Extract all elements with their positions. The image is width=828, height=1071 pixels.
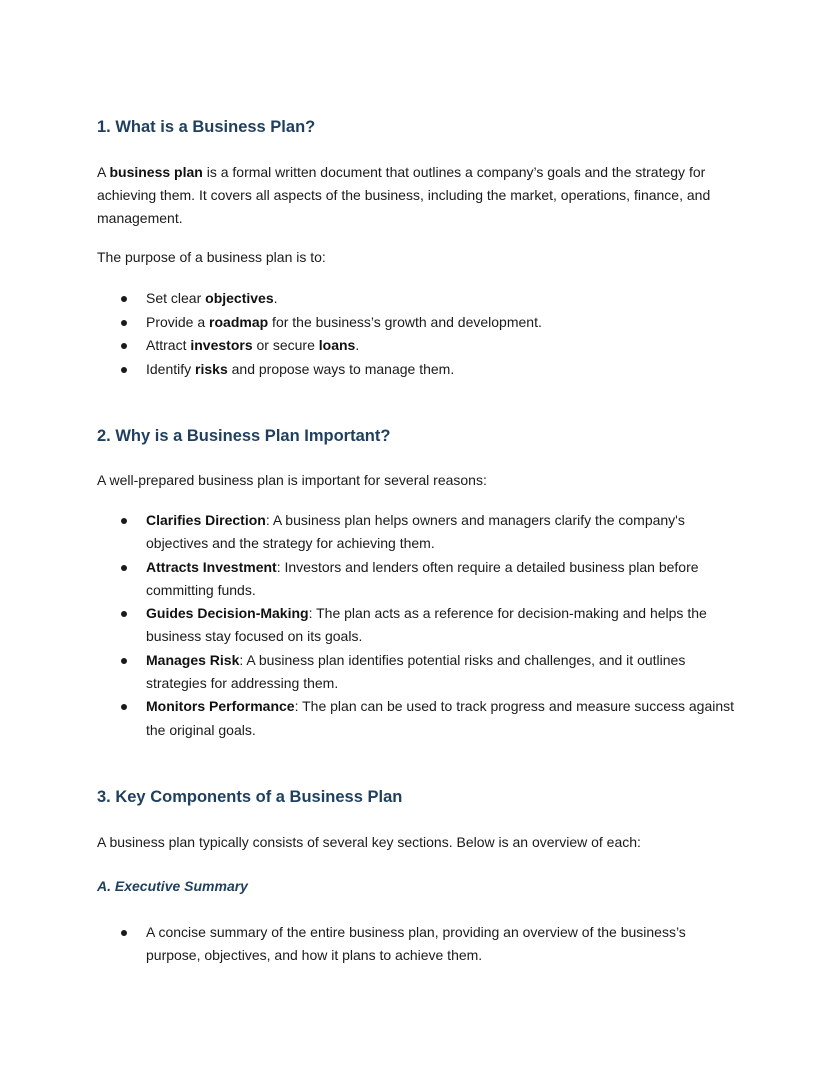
list-item [146, 311, 741, 335]
list-item [146, 602, 741, 649]
purpose-intro: The purpose of a business plan is to: [97, 249, 326, 265]
bullet-bold: roadmap [209, 313, 269, 330]
bullet-text: : Investors and lenders often require a detailed business plan before committing funds. [146, 558, 699, 598]
bullet-term: Clarifies Direction [146, 512, 266, 528]
intro-pre: A [97, 164, 110, 180]
purpose-list [146, 287, 741, 381]
bullet-term: Guides Decision-Making [146, 605, 309, 622]
bullet-bold: objectives [205, 290, 274, 306]
bullet-text: Set clear [146, 290, 206, 306]
bullet-text: and propose ways to manage them. [227, 360, 455, 377]
bullet-text: Attract [146, 337, 191, 353]
bullet-text: Identify [146, 360, 196, 377]
bullet-text: . [355, 337, 360, 353]
bullet-text: or secure [252, 337, 319, 353]
bullet-bold: risks [195, 360, 228, 377]
bullet-text: : A business plan helps owners and managers clarify the company's objectives and the strategy for achieving them. [146, 512, 685, 552]
list-item [146, 358, 741, 382]
bullet-term: Attracts Investment [146, 558, 277, 575]
list-item [146, 649, 741, 696]
section-2-title: 2. Why is a Business Plan Important? [97, 427, 391, 445]
bullet-text: . [273, 290, 278, 306]
section-1-title: 1. What is a Business Plan? [97, 118, 316, 136]
executive-summary-list [146, 921, 741, 968]
list-item [146, 556, 741, 603]
section-3-title: 3. Key Components of a Business Plan [97, 788, 403, 806]
bullet-text: : The plan acts as a reference for decision-making and helps the business stay focused on its goals. [146, 605, 707, 645]
intro-bold-term: business plan [109, 164, 203, 180]
list-item [146, 287, 741, 311]
bullet-text: Provide a [146, 313, 210, 330]
bullet-text: for the business’s growth and development. [268, 313, 542, 330]
bullet-term: Manages Risk [146, 651, 240, 668]
importance-list [146, 509, 741, 742]
list-item [146, 334, 741, 358]
list-item [146, 509, 741, 556]
bullet-text: : A business plan identifies potential risks and challenges, and it outlines strategies for addressing them. [146, 651, 686, 692]
section-1-intro [97, 161, 737, 230]
section-3-intro: A business plan typically consists of several key sections. Below is an overview of each: [97, 834, 641, 850]
bullet-term: Monitors Performance [146, 698, 295, 715]
list-item: A concise summary of the entire business plan, providing an overview of the business’s purpose, objectives, and how it plans to achieve them. [146, 921, 741, 968]
section-2-intro: A well-prepared business plan is important for several reasons: [97, 472, 487, 488]
intro-post: is a formal written document that outlines a company’s goals and the strategy for achieving them. It covers all aspects of the business, including the market, operations, finance, and management. [97, 164, 711, 226]
list-item [146, 695, 741, 742]
bullet-bold: loans [318, 337, 356, 353]
bullet-text: : The plan can be used to track progress and measure success against the original goals. [146, 698, 735, 738]
subsection-executive-summary-title: A. Executive Summary [97, 878, 248, 894]
bullet-bold: investors [190, 337, 253, 353]
